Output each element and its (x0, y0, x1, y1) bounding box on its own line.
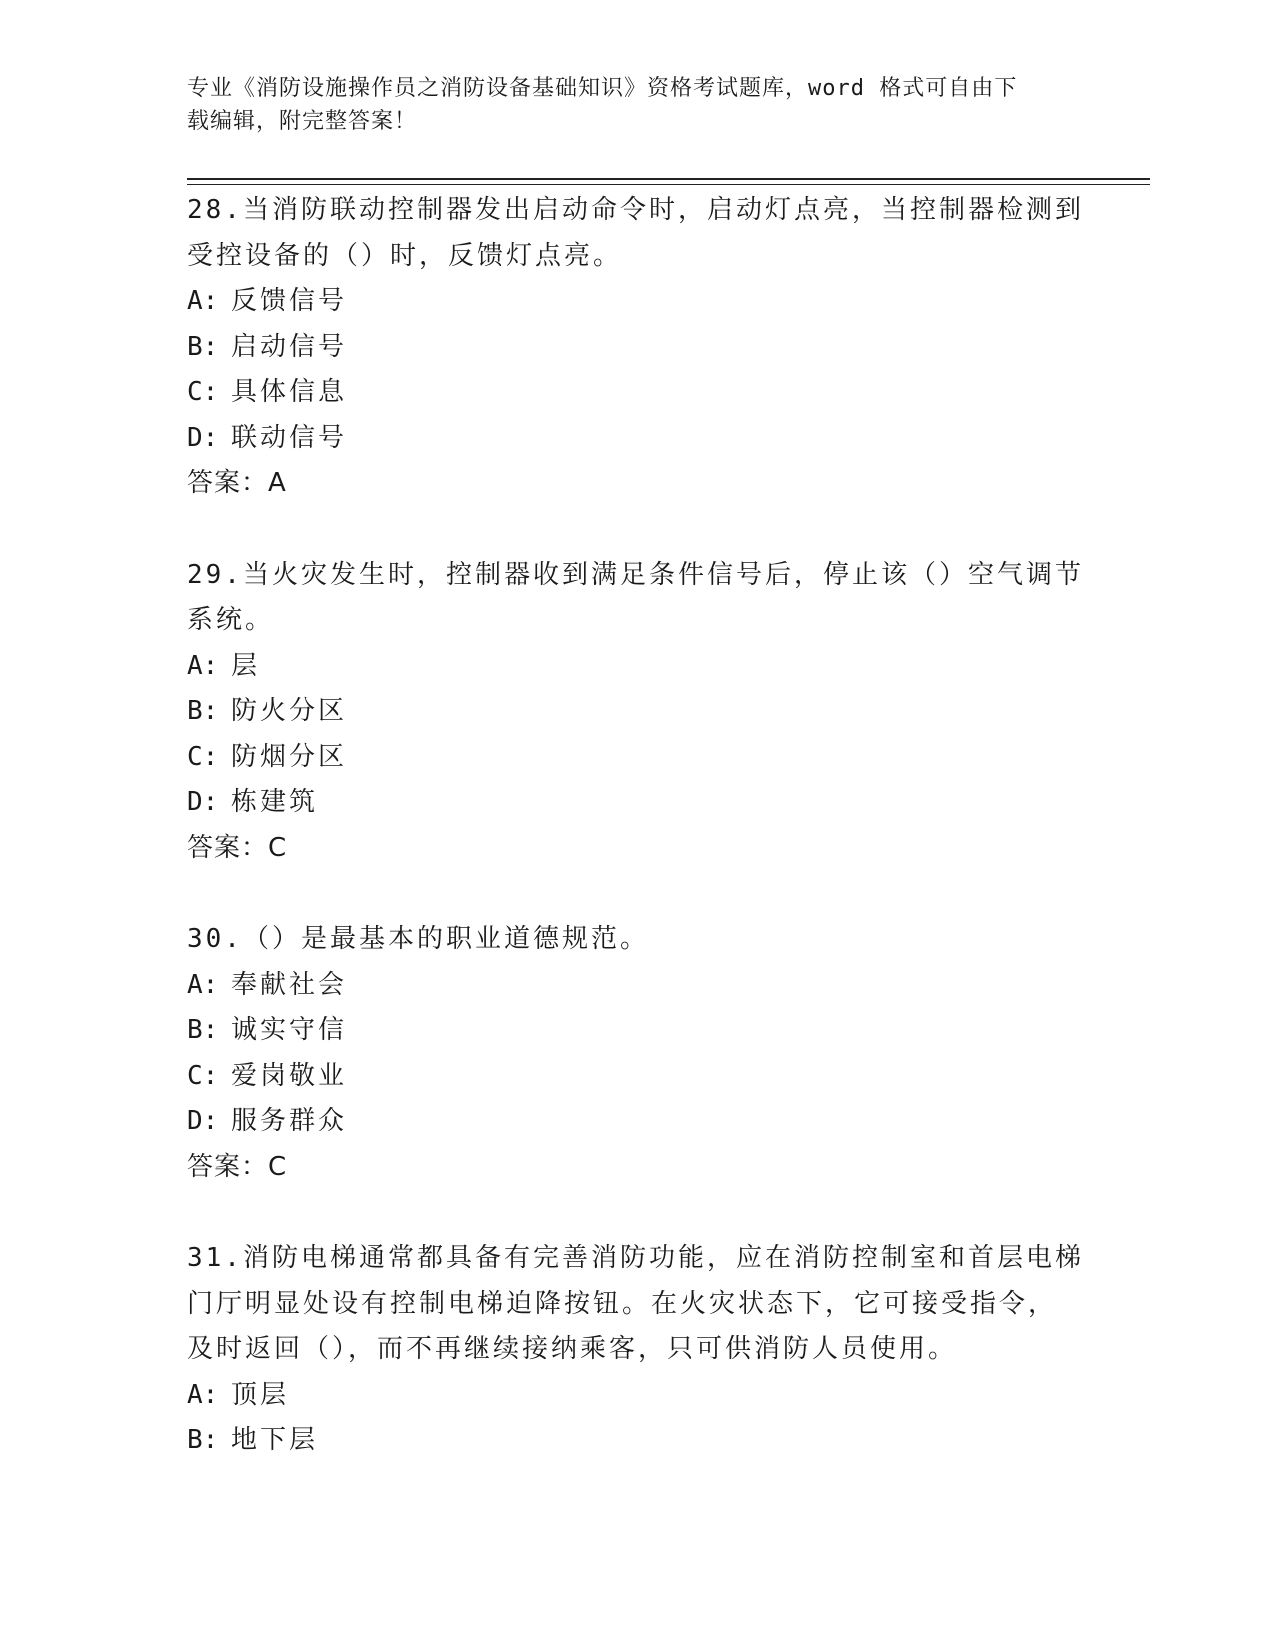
stem-line: 及时返回（），而不再继续接纳乘客，只可供消防人员使用。 (187, 1334, 958, 1364)
option-text: 爱岗敬业 (231, 1060, 348, 1091)
answer-line: 答案：C (187, 832, 288, 863)
option-letter: C: (187, 741, 219, 772)
document-header (187, 72, 1067, 138)
option-text: 具体信息 (231, 377, 348, 407)
answer-line: 答案：C (187, 1151, 288, 1182)
option-text: 顶层 (231, 1379, 290, 1410)
option-a (187, 1373, 1087, 1419)
option-d (187, 1099, 1087, 1145)
option-text: 层 (231, 650, 261, 681)
stem-line: 29.当火灾发生时，控制器收到满足条件信号后，停止该（）空气调节 (187, 559, 1084, 590)
option-a (187, 644, 1087, 690)
option-text: 反馈信号 (231, 286, 348, 316)
option-text: 联动信号 (231, 422, 348, 453)
question-stem (187, 553, 1087, 644)
option-text: 启动信号 (231, 331, 348, 362)
option-text: 栋建筑 (231, 787, 319, 817)
option-text: 诚实守信 (231, 1015, 348, 1045)
stem-line: 28.当消防联动控制器发出启动命令时，启动灯点亮，当控制器检测到 (187, 195, 1084, 225)
header-divider-thick (187, 178, 1150, 180)
stem-line: 门厅明显处设有控制电梯迫降按钮。在火灾状态下，它可接受指令， (187, 1288, 1058, 1319)
option-b (187, 689, 1087, 735)
stem-line: 受控设备的（）时，反馈灯点亮。 (187, 240, 623, 271)
stem-line: 系统。 (187, 605, 275, 635)
option-letter: D: (187, 422, 219, 453)
header-line-2: 载编辑，附完整答案！ (187, 109, 418, 134)
option-letter: C: (187, 377, 219, 407)
option-letter: C: (187, 1060, 219, 1091)
stem-line: 30.（）是最基本的职业道德规范。 (187, 924, 649, 954)
question-30 (187, 917, 1087, 1190)
option-a (187, 963, 1087, 1009)
option-c (187, 735, 1087, 781)
option-d (187, 780, 1087, 826)
option-b (187, 1418, 1087, 1464)
question-list (187, 188, 1087, 1510)
option-letter: A: (187, 650, 219, 681)
question-31 (187, 1236, 1087, 1464)
option-text: 奉献社会 (231, 969, 348, 1000)
stem-line: 31.消防电梯通常都具备有完善消防功能，应在消防控制室和首层电梯 (187, 1243, 1084, 1273)
option-letter: B: (187, 331, 219, 362)
question-29 (187, 553, 1087, 872)
option-c (187, 370, 1087, 416)
option-letter: A: (187, 969, 219, 1000)
header-divider-thin (187, 184, 1150, 185)
option-c (187, 1054, 1087, 1100)
option-letter: D: (187, 787, 219, 817)
option-a (187, 279, 1087, 325)
question-stem (187, 1236, 1087, 1373)
option-letter: A: (187, 286, 219, 316)
option-letter: A: (187, 1379, 219, 1410)
option-letter: B: (187, 1015, 219, 1045)
option-b (187, 1008, 1087, 1054)
option-text: 服务群众 (231, 1106, 348, 1136)
answer-line: 答案：A (187, 468, 287, 498)
option-text: 防火分区 (231, 696, 348, 726)
header-line-1: 专业《消防设施操作员之消防设备基础知识》资格考试题库，word 格式可自由下 (187, 76, 1018, 101)
option-letter: D: (187, 1106, 219, 1136)
option-text: 地下层 (231, 1425, 319, 1455)
question-28 (187, 188, 1087, 507)
option-text: 防烟分区 (231, 741, 348, 772)
option-letter: B: (187, 1425, 219, 1455)
option-d (187, 416, 1087, 462)
question-stem (187, 917, 1087, 963)
option-b (187, 325, 1087, 371)
option-letter: B: (187, 696, 219, 726)
question-stem (187, 188, 1087, 279)
